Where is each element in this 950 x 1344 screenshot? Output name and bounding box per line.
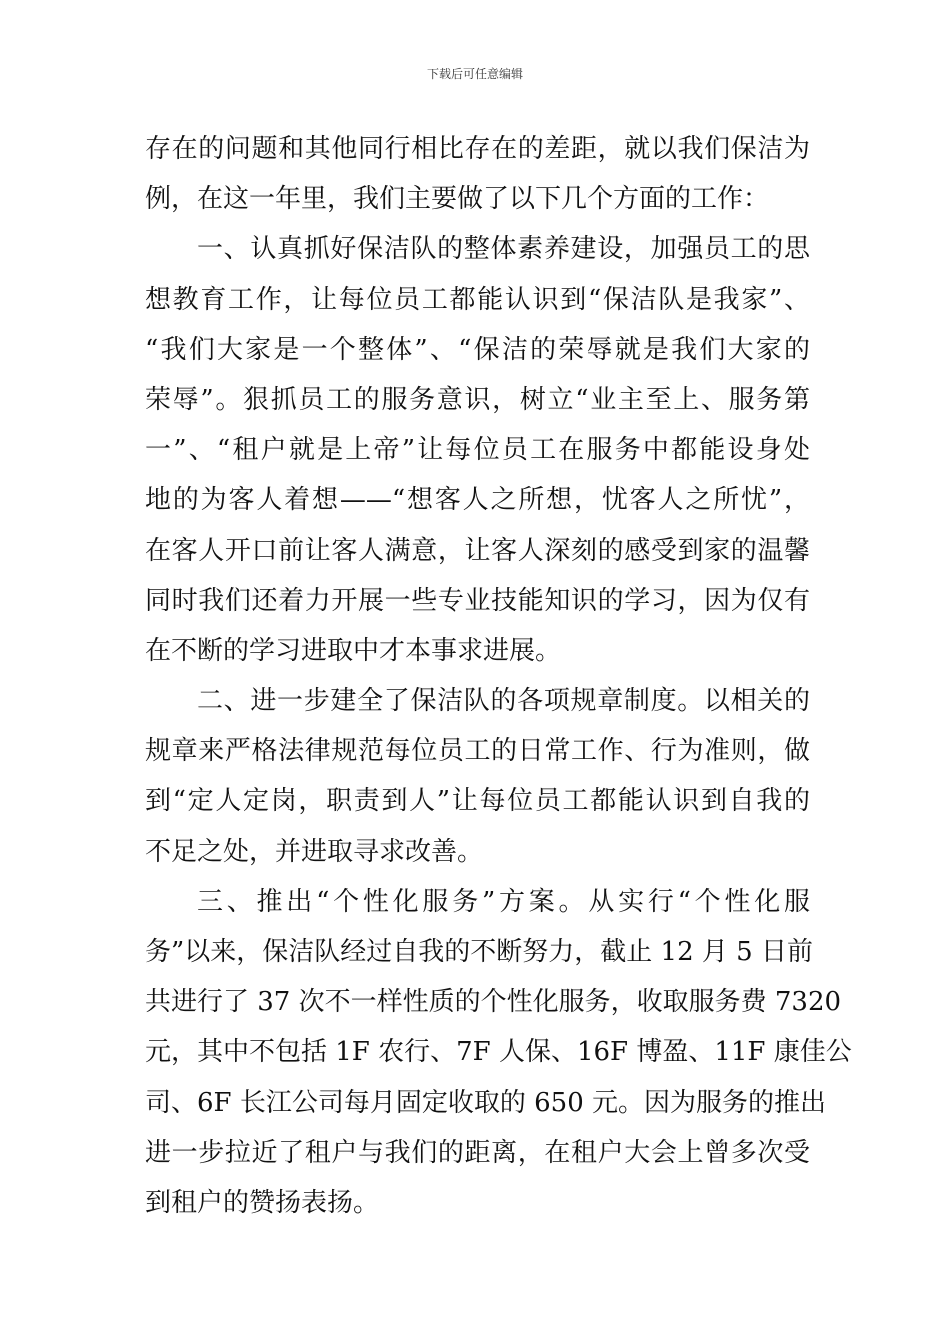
text-line: 存在的问题和其他同行相比存在的差距，就以我们保洁为 bbox=[145, 134, 810, 164]
text-line: 在客人开口前让客人满意，让客人深刻的感受到家的温馨 bbox=[145, 535, 810, 566]
text-line: 到“定人定岗，职责到人”让每位员工都能认识到自我的 bbox=[145, 786, 810, 817]
text-line: 共进行了 37 次不一样性质的个性化服务，收取服务费 7320 bbox=[145, 987, 842, 1018]
text-line: 到租户的赞扬表扬。 bbox=[145, 1187, 380, 1218]
text-line: 元，其中不包括 1F 农行、7F 人保、16F 博盈、11F 康佳公 bbox=[145, 1037, 852, 1068]
paragraph-2-start: 二、进一步建全了保洁队的各项规章制度。以相关的 bbox=[197, 686, 810, 717]
text-line: 同时我们还着力开展一些专业技能知识的学习，因为仅有 bbox=[145, 585, 810, 616]
text-line: 荣辱”。狠抓员工的服务意识，树立“业主至上、服务第 bbox=[145, 384, 810, 415]
paragraph-3-start: 三、推出“个性化服务”方案。从实行“个性化服 bbox=[197, 886, 810, 917]
text-line: 在不断的学习进取中才本事求进展。 bbox=[145, 635, 562, 666]
text-line: “我们大家是一个整体”、“保洁的荣辱就是我们大家的 bbox=[145, 334, 810, 365]
text-line: 司、6F 长江公司每月固定收取的 650 元。因为服务的推出 bbox=[145, 1087, 827, 1118]
text-line: 规章来严格法律规范每位员工的日常工作、行为准则，做 bbox=[145, 736, 810, 767]
text-line: 进一步拉近了租户与我们的距离，在租户大会上曾多次受 bbox=[145, 1137, 810, 1168]
page-header-note: 下载后可任意编辑 bbox=[426, 67, 523, 81]
document-body bbox=[145, 124, 852, 1228]
text-line: 一”、“租户就是上帝”让每位员工在服务中都能设身处 bbox=[145, 435, 810, 466]
paragraph-1-start: 一、认真抓好保洁队的整体素养建设，加强员工的思 bbox=[197, 234, 810, 265]
text-line: 务”以来，保洁队经过自我的不断努力，截止 12 月 5 日前 bbox=[145, 937, 813, 967]
text-line: 想教育工作，让每位员工都能认识到“保洁队是我家”、 bbox=[145, 284, 810, 315]
text-line: 不足之处，并进取寻求改善。 bbox=[145, 836, 484, 867]
text-line: 例，在这一年里，我们主要做了以下几个方面的工作： bbox=[145, 184, 770, 215]
text-line: 地的为客人着想——“想客人之所想，忧客人之所忧”， bbox=[145, 485, 810, 516]
